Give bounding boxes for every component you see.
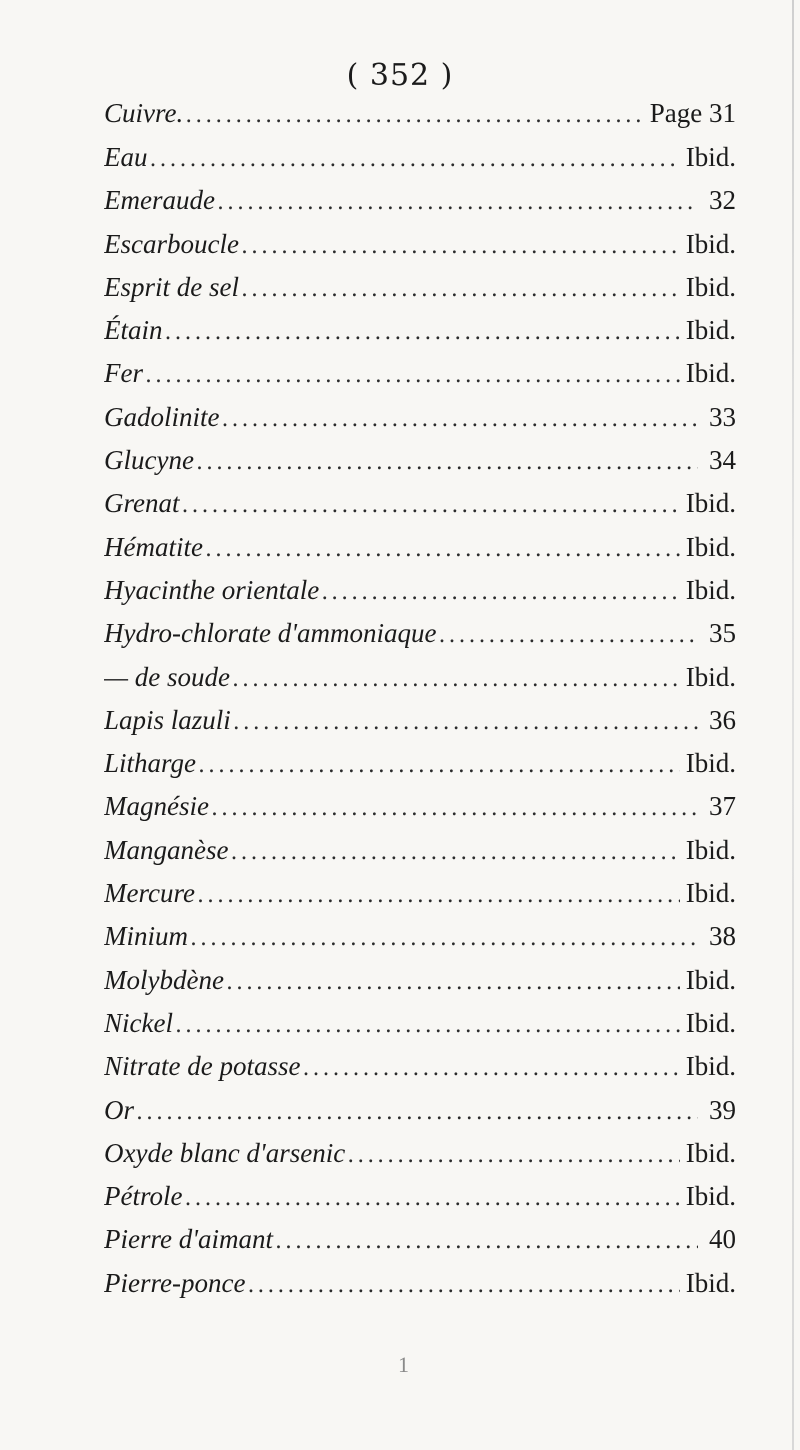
entry-page-ref: 34 bbox=[709, 445, 736, 476]
entry-page-ref: 32 bbox=[709, 185, 736, 216]
index-entry bbox=[104, 569, 736, 612]
entry-term: Hyacinthe orientale bbox=[104, 574, 320, 605]
entry-page-ref: Ibid. bbox=[685, 834, 736, 865]
index-entry bbox=[104, 526, 736, 569]
entry-page-ref: Ibid. bbox=[685, 964, 736, 995]
entry-term: Nitrate de potasse bbox=[104, 1051, 301, 1082]
index-entry bbox=[104, 482, 736, 525]
entry-term: Gadolinite bbox=[104, 401, 220, 432]
entry-page-ref: Ibid. bbox=[685, 315, 736, 346]
dot-leader bbox=[175, 1004, 680, 1045]
entry-page-ref: Ibid. bbox=[685, 1007, 736, 1038]
entry-page-ref: Ibid. bbox=[685, 488, 736, 519]
dot-leader bbox=[347, 1134, 680, 1175]
index-entry bbox=[104, 396, 736, 439]
entry-page-ref: Page 31 bbox=[649, 98, 736, 128]
dot-leader bbox=[241, 268, 680, 309]
dot-leader bbox=[150, 138, 680, 179]
entry-term: Magnésie bbox=[104, 791, 209, 822]
dot-leader bbox=[190, 917, 698, 958]
index-entry bbox=[104, 1045, 736, 1088]
entry-term: Esprit de sel bbox=[104, 271, 239, 302]
entry-term: Hydro-chlorate d'ammoniaque bbox=[104, 618, 437, 649]
entry-term: Manganèse bbox=[104, 834, 229, 865]
index-entry bbox=[104, 656, 736, 699]
entry-term: Fer bbox=[104, 358, 143, 389]
signature-mark: 1 bbox=[398, 1352, 409, 1377]
index-entry bbox=[104, 829, 736, 872]
index-entry bbox=[104, 1089, 736, 1132]
index-entry bbox=[104, 439, 736, 482]
dot-leader bbox=[165, 311, 680, 352]
entry-page-ref: Ibid. bbox=[685, 1051, 736, 1082]
dot-leader bbox=[185, 94, 644, 136]
entry-term: — de soude bbox=[104, 661, 230, 692]
index-entry bbox=[104, 1132, 736, 1175]
index-entry bbox=[104, 872, 736, 915]
index-entry bbox=[104, 352, 736, 395]
entry-page-ref: Ibid. bbox=[685, 1137, 736, 1168]
dot-leader bbox=[217, 181, 698, 222]
entry-term: Or bbox=[104, 1094, 135, 1125]
entry-page-ref: 40 bbox=[709, 1224, 736, 1255]
index-entry bbox=[104, 1218, 736, 1261]
dot-leader bbox=[211, 787, 698, 828]
entry-page-ref: Ibid. bbox=[685, 574, 736, 605]
entry-page-ref: Ibid. bbox=[685, 271, 736, 302]
entry-term: Lapis lazuli bbox=[104, 704, 231, 735]
entry-page-ref: 37 bbox=[709, 791, 736, 822]
entry-page-ref: Ibid. bbox=[685, 142, 736, 172]
entry-page-ref: Ibid. bbox=[685, 1267, 736, 1298]
entry-term: Pétrole bbox=[104, 1181, 183, 1212]
dot-leader bbox=[136, 1091, 698, 1132]
entry-term: Emeraude bbox=[104, 185, 215, 216]
dot-leader bbox=[232, 658, 680, 699]
dot-leader bbox=[198, 744, 680, 785]
dot-leader bbox=[247, 1264, 679, 1305]
dot-leader bbox=[321, 571, 680, 612]
entry-term: Eau bbox=[104, 142, 148, 172]
entry-page-ref: Ibid. bbox=[685, 748, 736, 779]
index-entry bbox=[104, 1175, 736, 1218]
index-entry bbox=[104, 785, 736, 828]
entry-term: Pierre d'aimant bbox=[104, 1224, 274, 1255]
dot-leader bbox=[145, 354, 680, 395]
index-entry bbox=[104, 699, 736, 742]
index-entry bbox=[104, 959, 736, 1002]
entry-term: Grenat bbox=[104, 488, 180, 519]
entry-term: Litharge bbox=[104, 748, 197, 779]
entry-page-ref: 38 bbox=[709, 921, 736, 952]
dot-leader bbox=[222, 398, 699, 439]
entry-term: Nickel bbox=[104, 1007, 173, 1038]
index-entry bbox=[104, 223, 736, 266]
dot-leader bbox=[233, 701, 698, 742]
index-list bbox=[104, 92, 736, 1305]
page-number: ( 352 ) bbox=[346, 58, 454, 93]
dot-leader bbox=[205, 528, 680, 569]
entry-term: Minium bbox=[104, 921, 188, 952]
dot-leader bbox=[226, 961, 680, 1002]
entry-page-ref: 36 bbox=[709, 704, 736, 735]
index-entry bbox=[104, 179, 736, 222]
index-entry bbox=[104, 136, 736, 179]
entry-page-ref: Ibid. bbox=[685, 878, 736, 909]
index-entry bbox=[104, 612, 736, 655]
entry-page-ref: Ibid. bbox=[685, 661, 736, 692]
index-entry bbox=[104, 742, 736, 785]
entry-page-ref: Ibid. bbox=[685, 358, 736, 389]
entry-term: Étain bbox=[104, 315, 163, 346]
dot-leader bbox=[241, 225, 680, 266]
entry-page-ref: 33 bbox=[709, 401, 736, 432]
index-entry bbox=[104, 92, 736, 136]
entry-term: Molybdène bbox=[104, 964, 224, 995]
entry-term: Cuivre. bbox=[104, 98, 184, 128]
entry-term: Mercure bbox=[104, 878, 195, 909]
page-edge-shadow bbox=[792, 0, 794, 1450]
entry-term: Escarboucle bbox=[104, 228, 239, 259]
dot-leader bbox=[303, 1047, 680, 1088]
entry-term: Oxyde blanc d'arsenic bbox=[104, 1137, 346, 1168]
dot-leader bbox=[438, 614, 698, 655]
entry-term: Hématite bbox=[104, 531, 203, 562]
index-entry bbox=[104, 915, 736, 958]
entry-page-ref: 35 bbox=[709, 618, 736, 649]
dot-leader bbox=[230, 831, 679, 872]
entry-page-ref: Ibid. bbox=[685, 531, 736, 562]
entry-term: Glucyne bbox=[104, 445, 194, 476]
entry-page-ref: Ibid. bbox=[685, 228, 736, 259]
index-entry bbox=[104, 1262, 736, 1305]
index-entry bbox=[104, 1002, 736, 1045]
index-entry bbox=[104, 309, 736, 352]
dot-leader bbox=[275, 1220, 698, 1261]
entry-term: Pierre-ponce bbox=[104, 1267, 246, 1298]
index-entry bbox=[104, 266, 736, 309]
entry-page-ref: Ibid. bbox=[685, 1181, 736, 1212]
dot-leader bbox=[184, 1177, 679, 1218]
dot-leader bbox=[196, 441, 698, 482]
entry-page-ref: 39 bbox=[709, 1094, 736, 1125]
dot-leader bbox=[197, 874, 680, 915]
dot-leader bbox=[182, 484, 680, 525]
